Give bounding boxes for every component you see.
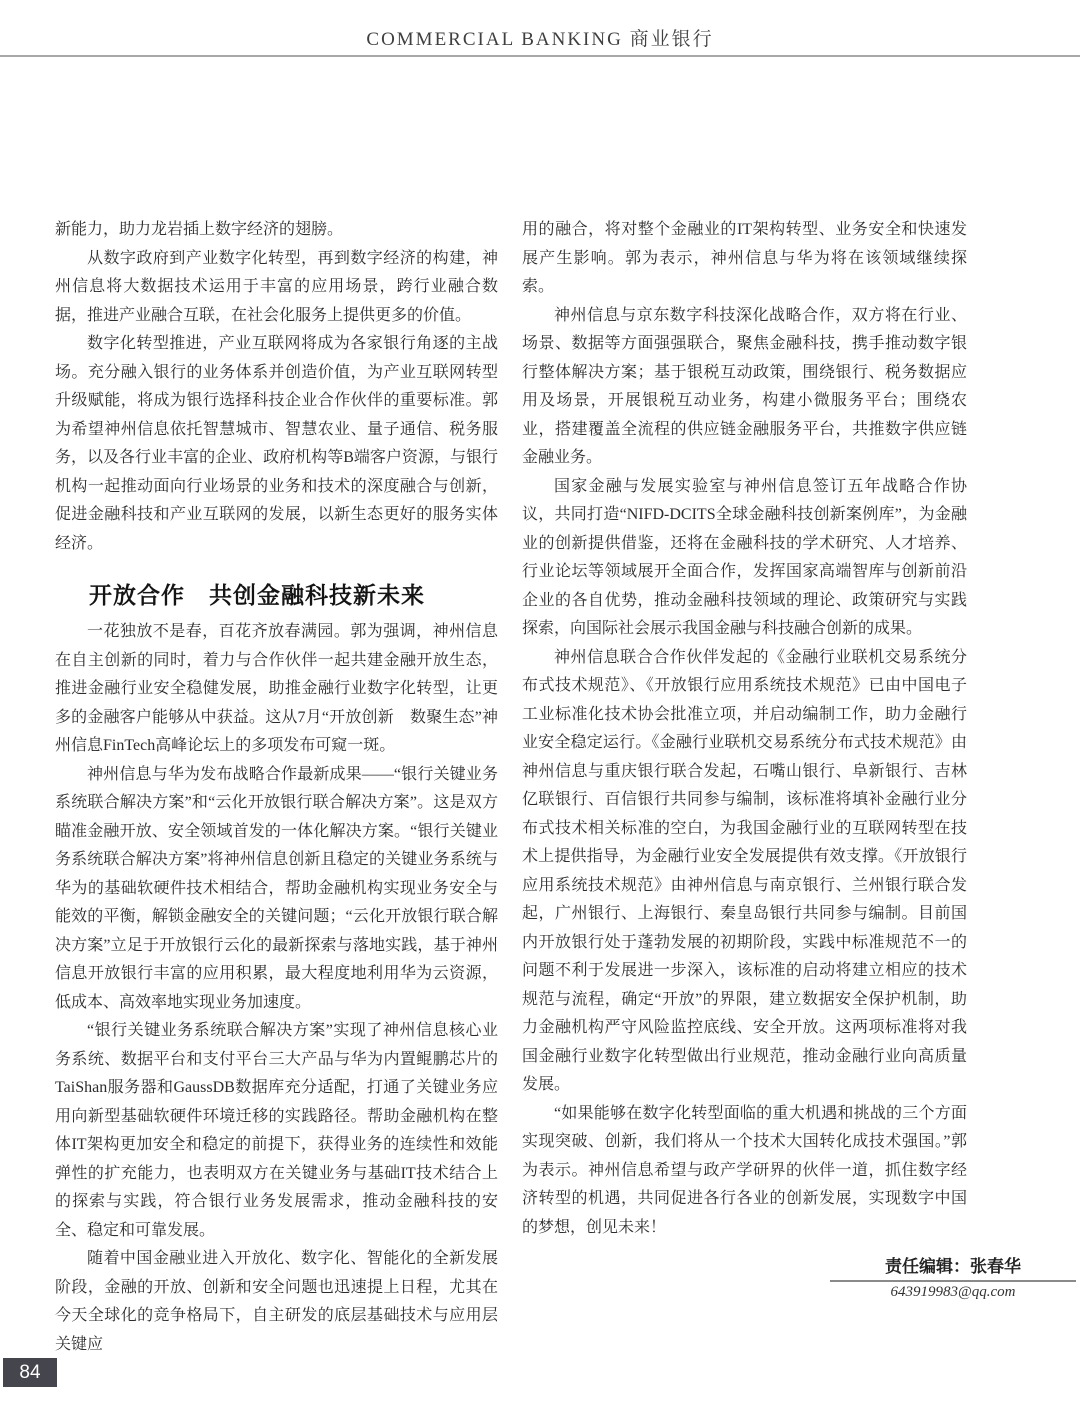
paragraph: 从数字政府到产业数字化转型，再到数字经济的构建，神州信息将大数据技术运用于丰富的应用场景，跨行业融合数据，推进产业融合互联，在社会化服务上提供更多的价值。: [55, 249, 498, 324]
paragraph: 新能力，助力龙岩插上数字经济的翅膀。: [55, 221, 344, 238]
right-column: [522, 216, 967, 1359]
page-header-title: COMMERCIAL BANKING 商业银行: [366, 29, 714, 50]
paragraph: 神州信息与京东数字科技深化战略合作，双方将在行业、场景、数据等方面强强联合，聚焦金融科技，携手推动数字银行整体解决方案；基于银税互动政策，围绕银行、税务数据应用及场景，开展银税互动业务，构建小微服务平台；围绕农业，搭建覆盖全流程的供应链金融服务平台，共推数字供应链金融业务。: [522, 306, 967, 466]
page-number: 84: [19, 1361, 41, 1383]
paragraph: “银行关键业务系统联合解决方案”实现了神州信息核心业务系统、数据平台和支付平台三大产品与华为内置鲲鹏芯片的TaiShan服务器和GaussDB数据库充分适配，打通了关键业务应用向新型基础软硬件环境迁移的实践路径。帮助金融机构在整体IT架构更加安全和稳定的前提下，获得业务的连续性和效能弹性的扩充能力，也表明双方在关键业务与基础IT技术结合上的探索与实践，符合银行业务发展需求，推动金融科技的安全、稳定和可靠发展。: [55, 1022, 498, 1239]
editor-note: [830, 1252, 1076, 1301]
paragraph: 国家金融与发展实验室与神州信息签订五年战略合作协议，共同打造“NIFD-DCITS全球金融科技创新案例库”，为金融业的创新提供借鉴，还将在金融科技的学术研究、人才培养、行业论坛等领域展开全面合作，发挥国家高端智库与创新前沿企业的各自优势，推动金融科技领域的理论、政策研究与实践探索，向国际社会展示我国金融与科技融合创新的成果。: [522, 477, 967, 637]
editor-email: 643919983@qq.com: [890, 1284, 1016, 1300]
editor-rule: [830, 1280, 1076, 1282]
editor-label: 责任编辑：张春华: [885, 1257, 1021, 1276]
paragraph: 神州信息与华为发布战略合作最新成果——“银行关键业务系统联合解决方案”和“云化开放银行联合解决方案”。这是双方瞄准金融开放、安全领域首发的一体化解决方案。“银行关键业务系统联合解决方案”将神州信息创新且稳定的关键业务系统与华为的基础软硬件技术相结合，帮助金融机构实现业务安全与能效的平衡，解锁金融安全的关键问题；“云化开放银行联合解决方案”立足于开放银行云化的最新探索与落地实践，基于神州信息开放银行丰富的应用积累，最大程度地利用华为云资源，低成本、高效率地实现业务加速度。: [55, 765, 498, 1011]
paragraph: 神州信息联合合作伙伴发起的《金融行业联机交易系统分布式技术规范》、《开放银行应用系统技术规范》已由中国电子工业标准化技术协会批准立项，并启动编制工作，助力金融行业安全稳定运行。《金融行业联机交易系统分布式技术规范》由神州信息与重庆银行联合发起，石嘴山银行、阜新银行、吉林亿联银行、百信银行共同参与编制，该标准将填补金融行业分布式技术相关标准的空白，为我国金融行业的互联网转型在技术上提供指导，为金融行业安全发展提供有效支撑。《开放银行应用系统技术规范》由神州信息与南京银行、兰州银行联合发起，广州银行、上海银行、秦皇岛银行共同参与编制。目前国内开放银行处于蓬勃发展的初期阶段，实践中标准规范不一的问题不利于发展进一步深入，该标准的启动将建立相应的技术规范与流程，确定“开放”的界限，建立数据安全保护机制，助力金融机构严守风险监控底线、安全开放。这两项标准将对我国金融行业数字化转型做出行业规范，推动金融行业向高质量发展。: [522, 648, 967, 1093]
header-rule: [0, 55, 1080, 57]
page-number-badge: [3, 1358, 57, 1387]
paragraph: 用的融合，将对整个金融业的IT架构转型、业务安全和快速发展产生影响。郭为表示，神州信息与华为将在该领域继续探索。: [522, 221, 967, 295]
paragraph: 数字化转型推进，产业互联网将成为各家银行角逐的主战场。充分融入银行的业务体系并创造价值，为产业互联网转型升级赋能，将成为银行选择科技企业合作伙伴的重要标准。郭为希望神州信息依托智慧城市、智慧农业、量子通信、税务服务，以及各行业丰富的企业、政府机构等B端客户资源，与银行机构一起推动面向行业场景的业务和技术的深度融合与创新，促进金融科技和产业互联网的发展，以新生态更好的服务实体经济。: [55, 335, 498, 552]
paragraph: “如果能够在数字化转型面临的重大机遇和挑战的三个方面实现突破、创新，我们将从一个技术大国转化成技术强国。”郭为表示。神州信息希望与政产学研界的伙伴一道，抓住数字经济转型的机遇，共同促进各行各业的创新发展，实现数字中国的梦想，创见未来！: [522, 1104, 967, 1236]
article-body: [55, 216, 967, 1359]
paragraph: 随着中国金融业进入开放化、数字化、智能化的全新发展阶段，金融的开放、创新和安全问题也迅速提上日程，尤其在今天全球化的竞争格局下，自主研发的底层基础技术与应用层关键应: [55, 1250, 498, 1353]
section-heading: 开放合作 共创金融科技新未来: [89, 583, 425, 608]
left-column: [55, 216, 498, 1359]
paragraph: 一花独放不是春，百花齐放春满园。郭为强调，神州信息在自主创新的同时，着力与合作伙伴一起共建金融开放生态，推进金融行业安全稳健发展，助推金融行业数字化转型，让更多的金融客户能够从中获益。这从7月“开放创新 数聚生态”神州信息FinTech高峰论坛上的多项发布可窥一斑。: [55, 623, 498, 754]
